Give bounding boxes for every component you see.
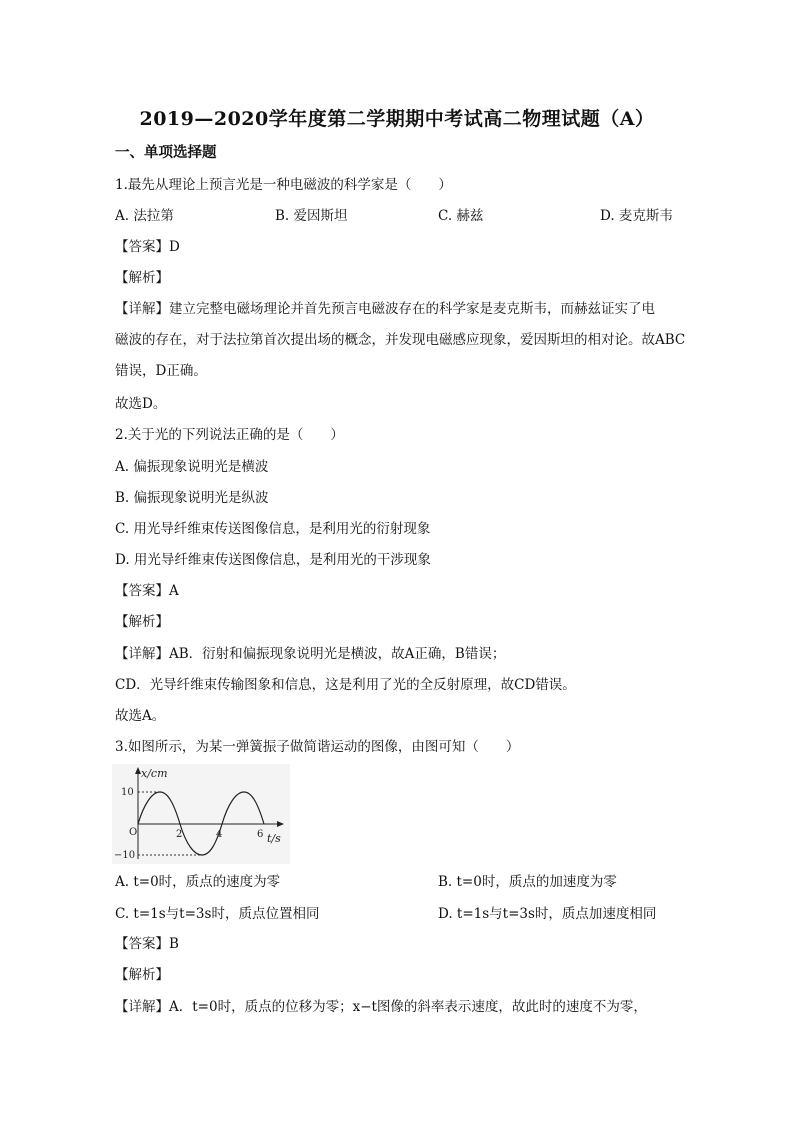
q2-option-a: A. 偏振现象说明光是横波 bbox=[115, 459, 269, 475]
x-axis-label: t/s bbox=[267, 832, 281, 845]
q3-analysis-label: 【解析】 bbox=[115, 967, 169, 983]
q3-option-c: C. t=1s与t=3s时，质点位置相同 bbox=[115, 906, 320, 922]
q1-detail-line: 错误，D正确。 bbox=[115, 363, 207, 379]
q3-option-a: A. t=0时，质点的速度为零 bbox=[115, 874, 281, 890]
q2-option-d: D. 用光导纤维束传送图像信息，是利用光的干涉现象 bbox=[115, 552, 431, 568]
q2-option-b: B. 偏振现象说明光是纵波 bbox=[115, 490, 269, 506]
graph-background bbox=[112, 764, 290, 864]
y-axis-label: x/cm bbox=[141, 767, 168, 780]
q1-option-c: C. 赫兹 bbox=[438, 208, 484, 224]
x-tick-label: 2 bbox=[176, 829, 183, 840]
question-3-stem: 3.如图所示，为某一弹簧振子做简谐运动的图像，由图可知（ ） bbox=[115, 739, 520, 755]
q2-detail-line: 【详解】AB．衍射和偏振现象说明光是横波，故A正确，B错误； bbox=[115, 646, 506, 662]
q3-detail-line: 【详解】A．t=0时，质点的位移为零；x−t图像的斜率表示速度，故此时的速度不为零， bbox=[115, 999, 647, 1015]
q2-answer: 【答案】A bbox=[115, 583, 179, 599]
q1-analysis-label: 【解析】 bbox=[115, 270, 169, 286]
q1-option-d: D. 麦克斯韦 bbox=[600, 208, 673, 224]
question-1-stem: 1.最先从理论上预言光是一种电磁波的科学家是（ ） bbox=[115, 177, 452, 193]
q3-option-d: D. t=1s与t=3s时，质点加速度相同 bbox=[438, 906, 657, 922]
y-tick-label: 10 bbox=[121, 787, 134, 798]
question-2-stem: 2.关于光的下列说法正确的是（ ） bbox=[115, 427, 344, 443]
q2-analysis-label: 【解析】 bbox=[115, 614, 169, 630]
q1-conclusion: 故选D。 bbox=[115, 396, 167, 412]
q3-option-b: B. t=0时，质点的加速度为零 bbox=[438, 874, 617, 890]
q2-option-c: C. 用光导纤维束传送图像信息，是利用光的衍射现象 bbox=[115, 521, 431, 537]
q1-option-b: B. 爱因斯坦 bbox=[275, 208, 348, 224]
origin-label: O bbox=[129, 827, 138, 838]
page-title: 2019—2020学年度第二学期期中考试高二物理试题（A） bbox=[139, 108, 655, 130]
q2-detail-line: CD．光导纤维束传输图象和信息，这是利用了光的全反射原理，故CD错误。 bbox=[115, 677, 576, 693]
q1-detail-line: 磁波的存在，对于法拉第首次提出场的概念，并发现电磁感应现象，爱因斯坦的相对论。故ABC bbox=[115, 332, 686, 348]
q1-option-a: A. 法拉第 bbox=[115, 208, 174, 224]
q2-conclusion: 故选A。 bbox=[115, 708, 166, 724]
x-tick-label: 4 bbox=[216, 829, 223, 840]
q1-answer: 【答案】D bbox=[115, 239, 180, 255]
x-tick-label: 6 bbox=[257, 829, 264, 840]
q1-detail-line: 【详解】建立完整电磁场理论并首先预言电磁波存在的科学家是麦克斯韦，而赫兹证实了电 bbox=[115, 301, 655, 317]
section-heading: 一、单项选择题 bbox=[115, 144, 217, 161]
y-tick-label: −10 bbox=[114, 850, 136, 861]
shm-graph bbox=[112, 764, 290, 864]
q3-answer: 【答案】B bbox=[115, 936, 179, 952]
